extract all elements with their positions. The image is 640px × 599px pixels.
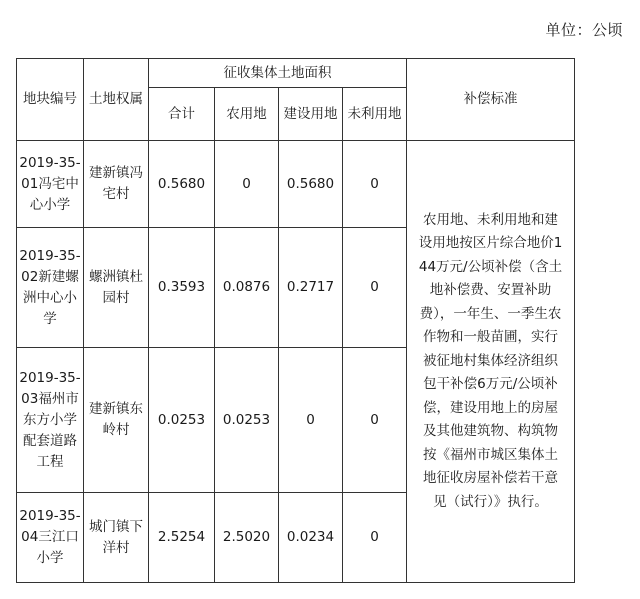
construction-cell: 0.2717: [279, 228, 343, 348]
unused-cell: 0: [343, 348, 407, 493]
unused-cell: 0: [343, 228, 407, 348]
ownership-cell: 建新镇东岭村: [89, 401, 143, 438]
farmland-cell: 0.0253: [215, 348, 279, 493]
farmland-cell: 2.5020: [215, 493, 279, 583]
total-cell: 0.0253: [149, 348, 215, 493]
header-ownership: 土地权属: [84, 59, 149, 141]
farmland-cell: 0: [215, 141, 279, 228]
plot-id-cell: 2019-35-02新建螺洲中心小学: [19, 247, 81, 327]
table-row: [17, 141, 575, 228]
farmland-cell: 0.0876: [215, 228, 279, 348]
header-construction: 建设用地: [279, 88, 343, 141]
construction-cell: 0.5680: [279, 141, 343, 228]
header-total: 合计: [149, 88, 215, 141]
unused-cell: 0: [343, 493, 407, 583]
plot-id-cell: 2019-35-03福州市东方小学配套道路工程: [19, 369, 81, 470]
total-cell: 2.5254: [149, 493, 215, 583]
header-compensation: 补偿标准: [407, 59, 575, 141]
header-area-group: 征收集体土地面积: [149, 59, 407, 88]
total-cell: 0.5680: [149, 141, 215, 228]
ownership-cell: 城门镇下洋村: [89, 518, 143, 556]
plot-id-cell: 2019-35-04三江口小学: [19, 508, 81, 566]
construction-cell: 0: [279, 348, 343, 493]
header-unused: 未利用地: [343, 88, 407, 141]
unit-label: 单位：公顷: [545, 21, 623, 39]
land-acquisition-table: [16, 58, 575, 583]
construction-cell: 0.0234: [279, 493, 343, 583]
header-plot-id: 地块编号: [17, 59, 84, 141]
total-cell: 0.3593: [149, 228, 215, 348]
ownership-cell: 建新镇冯宅村: [89, 165, 143, 202]
ownership-cell: 螺洲镇杜园村: [89, 268, 143, 306]
header-farmland: 农用地: [215, 88, 279, 141]
plot-id-cell: 2019-35-01冯宅中心小学: [19, 154, 81, 213]
unused-cell: 0: [343, 141, 407, 228]
compensation-text: 农用地、未利用地和建设用地按区片综合地价144万元/公顷补偿（含土地补偿费、安置补助费），一年生、一季生农作物和一般苗圃，实行被征地村集体经济组织包干补偿6万元/公顷补偿，建设用地上的房屋及其他建筑物、构筑物按《福州市城区集体土地征收房屋补偿若干意见（试行）》执行。: [418, 211, 563, 510]
